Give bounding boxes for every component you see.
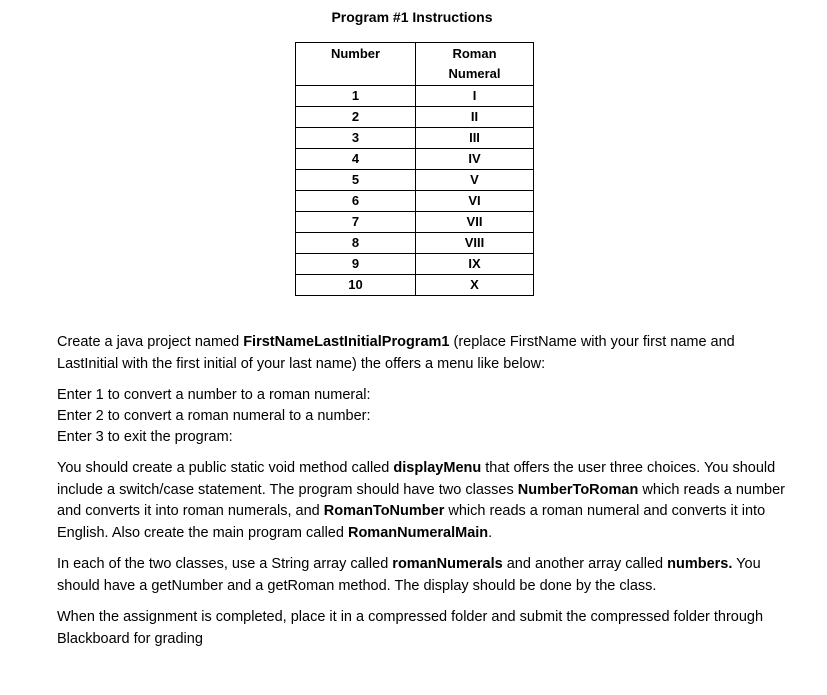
table-row: [296, 254, 534, 275]
req-text-2: that offers the user three choices. You should include a switch/case statement. The program should have two classes: [57, 460, 776, 498]
menu-example: [57, 385, 787, 448]
req-bold-romannumeralmain: RomanNumeralMain: [347, 524, 489, 541]
menu-line-2: Enter 2 to convert a roman numeral to a number:: [57, 408, 371, 424]
table-row: [296, 149, 534, 170]
cell-number: 6: [296, 191, 416, 212]
cell-roman: V: [416, 170, 534, 191]
header-roman-numeral: [416, 43, 534, 86]
table-row: [296, 275, 534, 296]
requirements-paragraph: [57, 458, 787, 544]
table-row: [296, 86, 534, 107]
cell-roman: VII: [416, 212, 534, 233]
conversion-table: [295, 42, 534, 296]
intro-text-1: Create a java project named: [57, 334, 244, 350]
cell-roman: I: [416, 86, 534, 107]
arr-bold-numbers: numbers.: [667, 556, 733, 572]
project-name: FirstNameLastInitialProgram1: [243, 334, 450, 350]
arr-bold-romannumerals: romanNumerals: [392, 556, 503, 572]
arr-text-2: and another array called: [502, 556, 668, 572]
cell-number: 2: [296, 107, 416, 128]
table-row: [296, 233, 534, 254]
submission-paragraph: When the assignment is completed, place it in a compressed folder and submit the compressed folder through Blackboard for grading: [57, 609, 764, 647]
arr-text-1: In each of the two classes, use a String array called: [57, 556, 393, 572]
cell-roman: X: [416, 275, 534, 296]
cell-number: 9: [296, 254, 416, 275]
cell-roman: III: [416, 128, 534, 149]
cell-roman: II: [416, 107, 534, 128]
menu-line-3: Enter 3 to exit the program:: [57, 429, 233, 445]
table-header-row: [296, 43, 534, 86]
header-roman-line2: Numeral: [448, 66, 501, 81]
header-number: Number: [296, 43, 416, 86]
cell-number: 1: [296, 86, 416, 107]
cell-number: 8: [296, 233, 416, 254]
table-row: [296, 191, 534, 212]
cell-number: 4: [296, 149, 416, 170]
cell-roman: IX: [416, 254, 534, 275]
cell-roman: VIII: [416, 233, 534, 254]
req-text-5: .: [488, 524, 493, 541]
table-row: [296, 170, 534, 191]
instructions-body: [57, 332, 787, 660]
page-title: [0, 9, 827, 25]
req-text-1: You should create a public static void method called: [57, 460, 394, 476]
cell-roman: IV: [416, 149, 534, 170]
arr-text-3: You should have a getNumber and a getRoman method. The display should be done by the class.: [57, 556, 761, 594]
cell-roman: VI: [416, 191, 534, 212]
cell-number: 5: [296, 170, 416, 191]
cell-number: 7: [296, 212, 416, 233]
req-bold-displaymenu: displayMenu: [393, 460, 482, 476]
req-text-4: which reads a roman numeral and converts it into English. Also create the main program called: [57, 503, 766, 541]
header-roman-line1: Roman: [452, 46, 497, 61]
cell-number: 10: [296, 275, 416, 296]
page-title-text: Program #1 Instructions: [331, 9, 493, 25]
table-row: [296, 107, 534, 128]
table-row: [296, 128, 534, 149]
req-text-3: which reads a number and converts it into roman numerals, and: [57, 481, 786, 519]
intro-paragraph: [57, 332, 787, 375]
menu-line-1: Enter 1 to convert a number to a roman numeral:: [57, 387, 371, 403]
arrays-paragraph: [57, 554, 787, 597]
table-row: [296, 212, 534, 233]
intro-text-2: (replace FirstName with your first name and LastInitial with the first initial of your last name) the offers a menu like below:: [57, 334, 735, 372]
req-bold-romantonumber: RomanToNumber: [323, 503, 445, 519]
cell-number: 3: [296, 128, 416, 149]
req-bold-numbertoroman: NumberToRoman: [517, 481, 639, 498]
